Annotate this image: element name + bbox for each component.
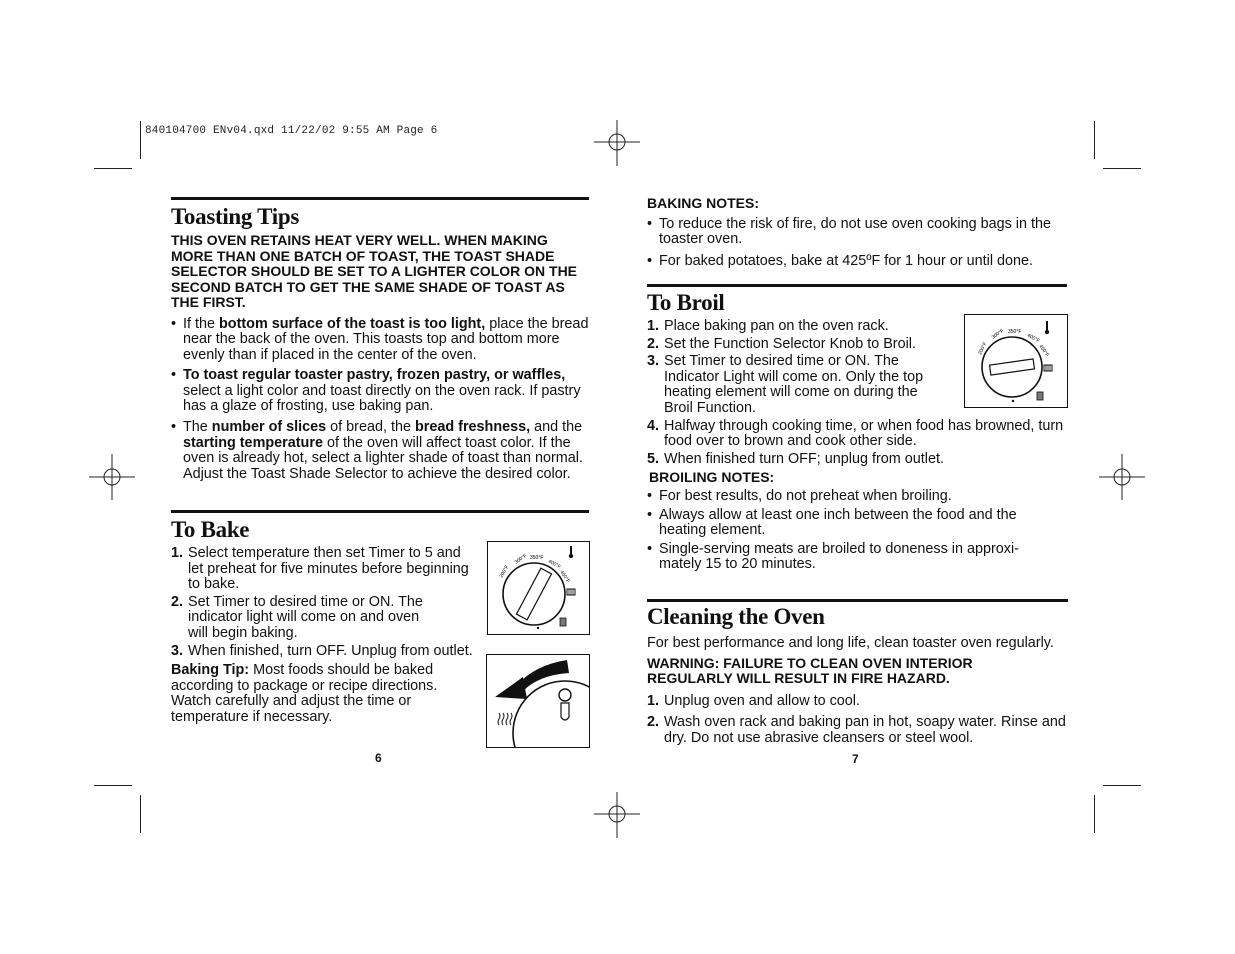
svg-text:450°F: 450°F bbox=[1037, 343, 1050, 359]
toasting-tips-section bbox=[171, 197, 589, 482]
baking-notes-heading: BAKING NOTES: bbox=[647, 195, 759, 211]
svg-text:300°F: 300°F bbox=[513, 553, 529, 566]
thermometer-icon bbox=[1045, 321, 1049, 334]
file-slug: 840104700 ENv04.qxd 11/22/02 9:55 AM Page 6 bbox=[145, 125, 438, 137]
bake-steps bbox=[171, 546, 479, 659]
svg-text:350°F: 350°F bbox=[530, 555, 544, 561]
baking-notes-section bbox=[647, 196, 1067, 269]
toasting-warning: THIS OVEN RETAINS HEAT VERY WELL. WHEN MAKING MORE THAN ONE BATCH OF TOAST, THE TOAST SHADE SELECTOR SHOULD BE SET TO A LIGHTER COLOR ON THE SECOND BATCH TO GET THE SAME SHADE OF TOAST AS THE FIRST. bbox=[171, 232, 578, 310]
list-item: 2. Wash oven rack and baking pan in hot, soapy water. Rinse and dry. Do not use abrasive cleansers or steel wool. bbox=[647, 714, 1066, 746]
list-item: 3. When finished, turn OFF. Unplug from outlet. bbox=[171, 642, 473, 659]
svg-text:350°F: 350°F bbox=[1008, 329, 1022, 335]
list-item: • Single-serving meats are broiled to doneness in approxi- mately 15 to 20 minutes. bbox=[647, 542, 1059, 573]
registration-mark-icon bbox=[1099, 454, 1145, 500]
section-rule bbox=[171, 197, 589, 200]
broiling-notes-heading: BROILING NOTES: bbox=[649, 469, 775, 486]
list-item: 1. Unplug oven and allow to cool. bbox=[647, 692, 861, 709]
baking-notes-list bbox=[647, 217, 1067, 270]
list-item: • To reduce the risk of fire, do not use oven cooking bags in the toaster oven. bbox=[647, 217, 1054, 248]
temperature-dial-icon bbox=[965, 315, 1067, 407]
broil-dial-figure bbox=[964, 314, 1068, 408]
registration-mark-icon bbox=[594, 120, 640, 166]
list-item: • If the bottom surface of the toast is too light, place the bread near the back of the oven. This toasts top and bottom more evenly than if placed in the center of the oven. bbox=[171, 317, 589, 364]
broiling-notes-list bbox=[647, 489, 1067, 573]
list-item: 1. Select temperature then set Timer to 5 and let preheat for five minutes before beginning to bake. bbox=[171, 545, 469, 593]
svg-text:400°F: 400°F bbox=[1026, 332, 1041, 345]
list-item: • Always allow at least one inch between the food and the heating element. bbox=[647, 508, 1059, 539]
list-item: • The number of slices of bread, the bread freshness, and the starting temperature of the oven will affect toast color. If the oven is already hot, select a lighter shade of toast than normal. Adjust the Toast Shade Selector to achieve the desired color. bbox=[171, 420, 589, 482]
list-item: 2. Set the Function Selector Knob to Broil. bbox=[647, 335, 916, 352]
list-item: 1. Place baking pan on the oven rack. bbox=[647, 318, 889, 334]
list-item: 2. Set Timer to desired time or ON. The indicator light will come on and oven will begin baking. bbox=[171, 593, 423, 641]
section-rule bbox=[171, 510, 589, 513]
section-rule bbox=[647, 599, 1068, 602]
temperature-dial-icon bbox=[488, 542, 589, 634]
rotate-dial-figure bbox=[486, 654, 590, 748]
list-item: • For baked potatoes, bake at 425ºF for 1 hour or until done. bbox=[647, 254, 1067, 270]
section-title: Cleaning the Oven bbox=[647, 604, 825, 629]
cleaning-intro: For best performance and long life, clean toaster oven regularly. bbox=[647, 635, 1054, 651]
list-item: • For best results, do not preheat when broiling. bbox=[647, 489, 1067, 505]
page-number: 6 bbox=[375, 751, 382, 765]
cleaning-section bbox=[647, 599, 1068, 746]
cleaning-warning: WARNING: FAILURE TO CLEAN OVEN INTERIOR REGULARLY WILL RESULT IN FIRE HAZARD. bbox=[647, 654, 973, 687]
svg-text:400°F: 400°F bbox=[547, 558, 562, 571]
svg-text:300°F: 300°F bbox=[990, 328, 1006, 341]
section-title: Toasting Tips bbox=[171, 204, 300, 229]
page-number: 7 bbox=[852, 752, 859, 766]
thermometer-icon bbox=[569, 546, 573, 558]
registration-mark-icon bbox=[89, 454, 135, 500]
svg-text:200°F: 200°F bbox=[498, 564, 511, 579]
list-item: 4. Halfway through cooking time, or when food has browned, turn food over to brown and cook other side. bbox=[647, 417, 1064, 450]
section-title: To Broil bbox=[647, 290, 725, 315]
heat-waves-icon bbox=[498, 713, 512, 725]
svg-text:200°F: 200°F bbox=[977, 341, 989, 356]
svg-text:450°F: 450°F bbox=[558, 569, 571, 585]
section-rule bbox=[647, 284, 1067, 287]
bake-dial-figure bbox=[487, 541, 590, 635]
list-item: 5. When finished turn OFF; unplug from outlet. bbox=[647, 450, 944, 467]
list-item: 3. Set Timer to desired time or ON. The Indicator Light will come on. Only the top heating element will come on during the Broil Function. bbox=[647, 353, 924, 416]
cleaning-steps bbox=[647, 694, 1068, 747]
toasting-tips-list bbox=[171, 317, 589, 483]
baking-tip: Baking Tip: Most foods should be baked according to package or recipe directions. Watch carefully and adjust the time or temperature if necessary. bbox=[171, 662, 438, 725]
section-title: To Bake bbox=[171, 517, 250, 542]
list-item: • To toast regular toaster pastry, frozen pastry, or waffles, select a light color and toast directly on the oven rack. If pastry has a glaze of frosting, use baking pan. bbox=[171, 368, 589, 415]
registration-mark-icon bbox=[594, 792, 640, 838]
